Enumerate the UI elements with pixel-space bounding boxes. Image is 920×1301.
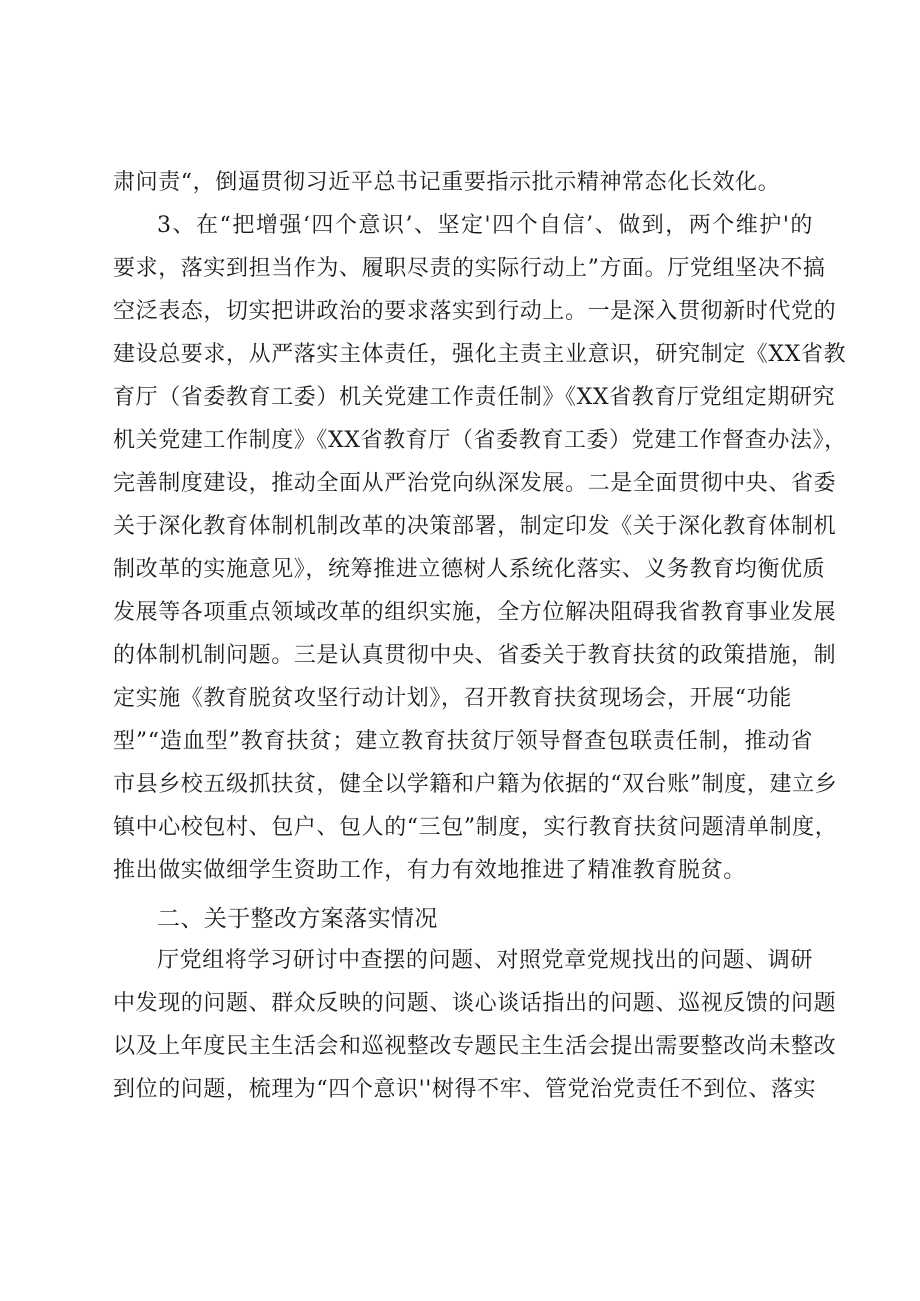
paragraph-line: 型”“造血型”教育扶贫；建立教育扶贫厅领导督查包联责任制，推动省 xyxy=(113,729,813,754)
paragraph-line: 要求，落实到担当作为、履职尽责的实际行动上”方面。厅党组坚决不搞 xyxy=(113,256,826,281)
paragraph-line: 3、在“把增强‘四个意识’、坚定'四个自信’、做到，两个维护'的 xyxy=(157,213,813,238)
paragraph-line: 定实施《教育脱贫攻坚行动计划》，召开教育扶贫现场会，开展“功能 xyxy=(113,686,792,711)
paragraph-line: 关于深化教育体制机制改革的决策部署，制定印发《关于深化教育体制机 xyxy=(113,514,837,539)
paragraph-line: 推出做实做细学生资助工作，有力有效地推进了精准教育脱贫。 xyxy=(113,858,746,883)
paragraph-line: 制改革的实施意见》，统筹推进立德树人系统化落实、义务教育均衡优质 xyxy=(113,557,826,582)
paragraph-line: 到位的问题，梳理为“四个意识''树得不牢、管党治党责任不到位、落实 xyxy=(113,1077,817,1102)
paragraph-line: 肃问责“，倒逼贯彻习近平总书记重要指示批示精神常态化长效化。 xyxy=(113,170,781,195)
paragraph-line: 育厅（省委教育工委）机关党建工作责任制》《XX省教育厅党组定期研究 xyxy=(113,385,836,410)
paragraph-line: 建设总要求，从严落实主体责任，强化主责主业意识，研究制定《XX省教 xyxy=(113,342,847,367)
paragraph-line: 机关党建工作制度》《XX省教育厅（省委教育工委）党建工作督查办法》， xyxy=(113,428,847,453)
paragraph-line: 的体制机制问题。三是认真贯彻中央、省委关于教育扶贫的政策措施，制 xyxy=(113,643,837,668)
paragraph-line: 发展等各项重点领域改革的组织实施，全方位解决阻碍我省教育事业发展 xyxy=(113,600,837,625)
paragraph-line: 空泛表态，切实把讲政治的要求落实到行动上。一是深入贯彻新时代党的 xyxy=(113,299,837,324)
paragraph-line: 镇中心校包村、包户、包人的“三包”制度，实行教育扶贫问题清单制度， xyxy=(113,815,838,840)
paragraph-line: 以及上年度民主生活会和巡视整改专题民主生活会提出需要整改尚未整改 xyxy=(113,1034,837,1059)
paragraph-line: 市县乡校五级抓扶贫，健全以学籍和户籍为依据的“双台账”制度，建立乡 xyxy=(113,772,838,797)
paragraph-line: 完善制度建设，推动全面从严治党向纵深发展。二是全面贯彻中央、省委 xyxy=(113,471,837,496)
section-heading: 二、关于整改方案落实情况 xyxy=(157,906,438,932)
paragraph-line: 中发现的问题、群众反映的问题、谈心谈话指出的问题、巡视反馈的问题 xyxy=(113,991,837,1016)
paragraph-line: 厅党组将学习研讨中查摆的问题、对照党章党规找出的问题、调研 xyxy=(157,948,813,973)
